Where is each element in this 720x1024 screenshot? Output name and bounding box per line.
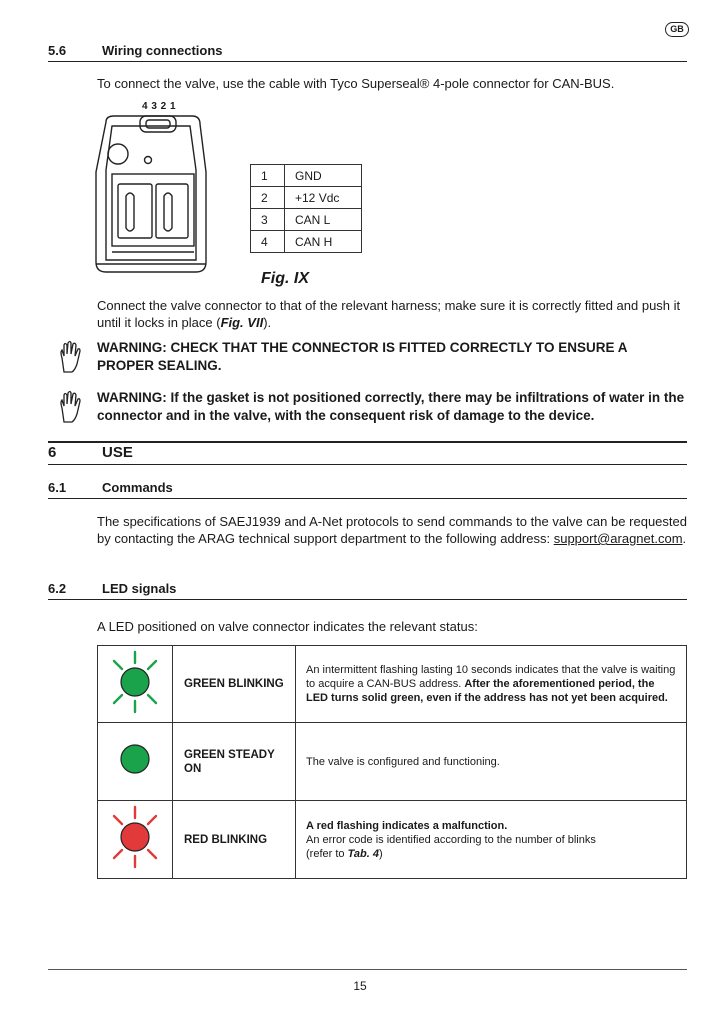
section-number: 6.1 — [48, 480, 67, 495]
led-icon-cell — [98, 646, 173, 723]
commands-body: The specifications of SAEJ1939 and A-Net protocols to send commands to the valve can be requested by contacting the ARAG technical support department to the following address: — [97, 514, 687, 546]
red-blinking-led-icon — [105, 805, 165, 869]
section-rule-top — [48, 441, 687, 443]
led-status-label: GREEN BLINKING — [173, 646, 296, 723]
section-title: Wiring connections — [102, 43, 223, 58]
led-icon-cell — [98, 801, 173, 879]
section-heading-5-6 — [48, 43, 687, 59]
pin-number: 4 — [251, 231, 285, 253]
section-title: Commands — [102, 480, 173, 495]
led-status-label: GREEN STEADY ON — [173, 723, 296, 801]
page-number: 15 — [353, 979, 367, 993]
section-heading-6-2 — [48, 581, 687, 597]
table-reference: Tab. 4 — [347, 847, 379, 860]
table-row — [251, 165, 362, 187]
section-number: 6.2 — [48, 581, 67, 596]
hand-warning-icon — [56, 390, 86, 424]
description-bold: A red flashing indicates a malfunction. — [306, 819, 508, 832]
section-number: 5.6 — [48, 43, 67, 58]
footer-rule — [48, 969, 687, 970]
pin-number: 1 — [251, 165, 285, 187]
table-row — [251, 209, 362, 231]
connector-drawing — [92, 112, 212, 278]
section-title: USE — [102, 444, 133, 461]
section-rule — [48, 464, 687, 465]
connect-instruction — [97, 297, 687, 331]
pin-numbers-label: 4 3 2 1 — [142, 101, 177, 112]
table-row — [251, 231, 362, 253]
led-intro: A LED positioned on valve connector indicates the relevant status: — [97, 619, 478, 634]
table-row — [98, 801, 687, 879]
section-heading-6 — [48, 444, 687, 462]
language-badge: GB — [665, 22, 689, 37]
led-status-label: RED BLINKING — [173, 801, 296, 879]
commands-text — [97, 513, 687, 547]
connect-text-end: ). — [263, 315, 272, 330]
pinout-table — [250, 164, 362, 253]
section-title: LED signals — [102, 581, 177, 596]
wiring-intro: To connect the valve, use the cable with Tyco Superseal® 4-pole connector for CAN-BUS. — [97, 76, 615, 91]
pin-signal: GND — [285, 165, 362, 187]
led-status-description — [296, 646, 687, 723]
description-text: The valve is configured and functioning. — [306, 755, 500, 768]
table-row — [251, 187, 362, 209]
table-row — [98, 646, 687, 723]
led-icon-cell — [98, 723, 173, 801]
section-rule — [48, 498, 687, 499]
figure-reference: Fig. VII — [220, 315, 264, 330]
led-status-description — [296, 723, 687, 801]
section-heading-6-1 — [48, 480, 687, 496]
pin-signal: +12 Vdc — [285, 187, 362, 209]
pin-number: 3 — [251, 209, 285, 231]
support-email-link[interactable]: support@aragnet.com — [553, 531, 683, 546]
pin-signal: CAN L — [285, 209, 362, 231]
commands-end: . — [682, 531, 687, 546]
description-ref-prefix: (refer to — [306, 847, 348, 860]
green-steady-led-icon — [105, 727, 165, 791]
pin-signal: CAN H — [285, 231, 362, 253]
section-rule — [48, 61, 687, 62]
figure-caption: Fig. IX — [261, 270, 309, 287]
hand-warning-icon — [56, 340, 86, 374]
led-signals-table — [97, 645, 687, 879]
section-number: 6 — [48, 444, 57, 461]
table-row — [98, 723, 687, 801]
description-text: An error code is identified according to the number of blinks — [306, 833, 596, 846]
pin-number: 2 — [251, 187, 285, 209]
warning-connector-fit: WARNING: CHECK THAT THE CONNECTOR IS FITTED CORRECTLY TO ENSURE A PROPER SEALING. — [97, 340, 628, 373]
description-ref-suffix: ) — [378, 847, 383, 860]
section-rule — [48, 599, 687, 600]
warning-gasket: WARNING: If the gasket is not positioned correctly, there may be infiltrations of water in the connector and in the valve, with the consequent risk of damage to the device. — [97, 390, 685, 423]
led-status-description — [296, 801, 687, 879]
green-blinking-led-icon — [105, 650, 165, 714]
description-bold: After the aforementioned period, the LED turns solid green, even if the address has not yet been acquired. — [306, 678, 668, 704]
connect-text: Connect the valve connector to that of the relevant harness; make sure it is correctly fitted and push it until it locks in place ( — [97, 298, 681, 330]
description-text: An intermittent flashing lasting 10 seconds indicates that the valve is waiting to acquire a CAN-BUS address. — [306, 664, 676, 690]
